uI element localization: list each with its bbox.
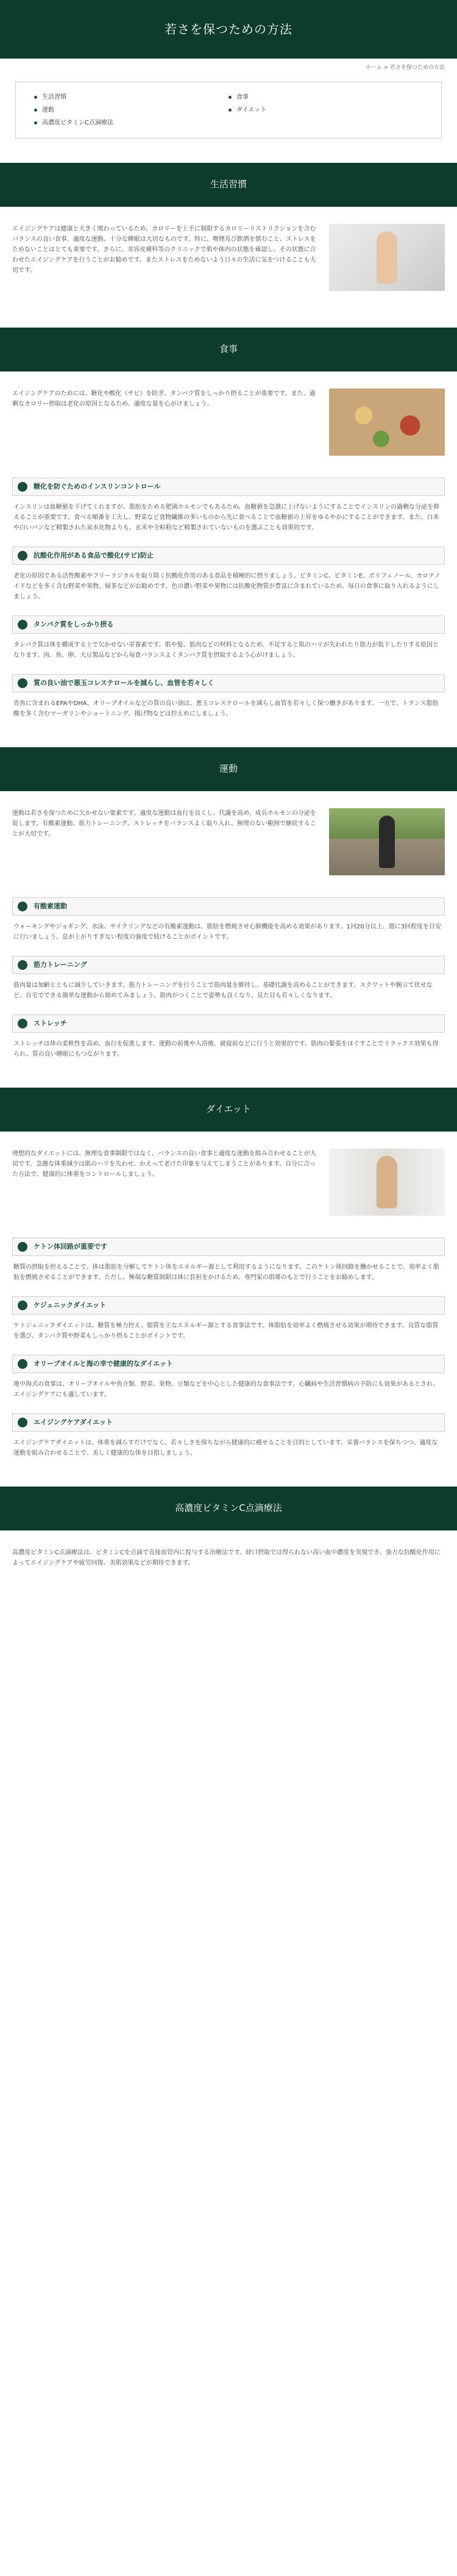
subsection-heading (12, 956, 445, 974)
toc-item-exercise[interactable] (34, 105, 228, 115)
circle-icon (18, 902, 27, 911)
section-intro (0, 371, 457, 468)
subsection-title: ケトン体回路が重要です (34, 1242, 107, 1250)
page-title: 若さを保つための方法 (165, 22, 292, 37)
toc-item-lifestyle[interactable] (34, 92, 228, 102)
subsection-heading (12, 1014, 445, 1033)
circle-icon (18, 960, 27, 970)
table-of-contents (15, 82, 442, 138)
toc-item-label: 生活習慣 (42, 94, 66, 101)
subsection (12, 547, 445, 606)
subsection-title: タンパク質をしっかり摂る (34, 620, 114, 628)
subsection-heading (12, 897, 445, 916)
bullet-icon (34, 96, 37, 99)
bullet-icon (34, 121, 37, 124)
section-intro (0, 791, 457, 888)
subsection-heading (12, 1355, 445, 1373)
subsection (12, 1355, 445, 1404)
food-table-photo (329, 389, 445, 456)
section-intro (0, 207, 457, 303)
circle-icon (18, 678, 27, 688)
breadcrumb (0, 59, 457, 76)
subsection-title: ケジェニックダイエット (34, 1301, 107, 1309)
circle-icon (18, 1418, 27, 1427)
subsection-text: 地中海式の食事は、オリーブオイルや魚介類、野菜、果物、豆類などを中心とした健康的な食事法です。心臓病や生活習慣病の予防にも効果があるとされ、エイジングケアにも適しています。 (13, 1381, 439, 1398)
circle-icon (18, 482, 27, 492)
page-header (0, 0, 457, 59)
subsection-text: 老化の原因である活性酸素やフリーラジカルを取り除く抗酸化作用のある食品を積極的に摂りましょう。ビタミンC、ビタミンE、ポリフェノール、カロテノイドなどを多く含む野菜や果物、緑茶などがお勧めです。色の濃い野菜や果物には抗酸化物質が豊富に含まれているため、毎日の食事に取り入れるようにしましょう。 (13, 573, 441, 600)
circle-icon (18, 1019, 27, 1028)
section-intro-text: 高濃度ビタミンC点滴療法は、ビタミンCを点滴で直接血管内に投与する治療法です。経口摂取では得られない高い血中濃度を実現でき、強力な抗酸化作用によってエイジングケアや疲労回復、美肌効果などが期待できます。 (12, 1549, 441, 1566)
subsection (12, 1238, 445, 1286)
circle-icon (18, 1242, 27, 1252)
bullet-icon (228, 109, 232, 112)
toc-item-food[interactable] (228, 92, 423, 102)
woman-figure (377, 231, 397, 284)
subsection-text: インスリンは血糖値を下げてくれますが、脂肪をためる肥満ホルモンでもあるため、血糖値を急激に上げないようにすることでインスリンの過剰な分泌を抑えることが重要です。食べる順番を工夫し、野菜など食物繊維の多いものから先に食べることで血糖値の上昇をゆるやかにすることができます。また、白米や白いパンなど精製された炭水化物よりも、玄米や全粒粉など精製されていないものを選ぶことも効果的です。 (13, 504, 439, 531)
subsection (12, 1413, 445, 1462)
runner-figure (379, 816, 395, 868)
circle-icon (18, 1359, 27, 1369)
subsection-heading (12, 1413, 445, 1432)
subsection-title: 抗酸化作用がある食品で酸化(サビ)防止 (34, 551, 154, 559)
woman-running-photo (329, 808, 445, 875)
subsection-text: 筋肉量は加齢とともに減少していきます。筋力トレーニングを行うことで筋肉量を維持し、基礎代謝を高めることができます。スクワットや腕立て伏せなど、自宅でできる簡単な運動から始めてみましょう。筋肉がつくことで姿勢も良くなり、見た目も若々しくなります。 (13, 982, 433, 999)
subsection-text: エイジングケアダイエットは、体重を減らすだけでなく、若々しさを保ちながら健康的に痩せることを目的としています。栄養バランスを保ちつつ、適度な運動を組み合わせることで、美しく健康的な体を目指しましょう。 (13, 1440, 438, 1457)
section-intro-text: エイジングケアは健康と大きく関わっているため、カロリーを上手に制限するカロリーリストリクションを含むバランスの良い食事、適度な運動、十分な睡眠は大切なものです。特に、喫煙及び飲酒を慎むこと、ストレスをためないことはとても重要です。さらに、美容皮膚科等のクリニックで肌や体内の状態を確認し、その状態に合わせたエイジングケアを行うことがお勧めです。またストレスをためないよう日々の生活に気をつけることも大切です。 (12, 226, 316, 274)
section-lifestyle (0, 163, 457, 303)
subsection (12, 897, 445, 946)
subsection (12, 674, 445, 723)
toc-item-label: 高濃度ビタミンC点滴療法 (42, 120, 113, 126)
section-intro-text: 理想的なダイエットには、無理な食事制限ではなく、バランスの良い食事と適度な運動を組み合わせることが大切です。急激な体重減少は肌のハリを失わせ、かえって老けた印象を与えてしまうことがあります。自分に合った方法で、健康的に体重をコントロールしましょう。 (12, 1150, 316, 1178)
subsection (12, 615, 445, 664)
subsection-title: 筋力トレーニング (34, 960, 87, 969)
bullet-icon (34, 109, 37, 112)
bullet-icon (228, 96, 232, 99)
toc-item-vitaminc[interactable] (34, 118, 228, 128)
subsection-text: ケトジェニックダイエットは、糖質を極力控え、脂質を主なエネルギー源とする食事法です。体脂肪を効率よく燃焼させる効果が期待できます。良質な脂質を選び、タンパク質や野菜もしっかり摂ることがポイントです。 (13, 1322, 439, 1340)
section-vitaminc (0, 1487, 457, 1580)
subsection-heading (12, 674, 445, 692)
circle-icon (18, 551, 27, 561)
section-banner: 運動 (0, 747, 457, 791)
woman-stretching-photo (329, 224, 445, 291)
toc-item-diet[interactable] (228, 105, 423, 115)
breadcrumb-home[interactable]: ホーム (365, 65, 382, 71)
subsection-title: エイジングケアダイエット (34, 1418, 113, 1426)
section-food (0, 328, 457, 723)
section-exercise (0, 747, 457, 1063)
subsection-text: ウォーキングやジョギング、水泳、サイクリングなどの有酸素運動は、脂肪を燃焼させ心肺機能を高める効果があります。1回20分以上、週に3回程度を目安に行いましょう。息が上がりすぎない程度の強度で続けることがポイントです。 (13, 924, 441, 941)
circle-icon (18, 1301, 27, 1310)
section-intro (0, 1132, 457, 1228)
subsection-title: ストレッチ (34, 1019, 67, 1027)
subsection-heading (12, 1296, 445, 1315)
toc-item-label: ダイエット (236, 107, 267, 113)
section-banner: 生活習慣 (0, 163, 457, 207)
breadcrumb-current: 若さを保つための方法 (389, 65, 445, 71)
subsection-text: 糖質の摂取を控えることで、体は脂肪を分解してケトン体をエネルギー源として利用するようになります。このケトン体回路を働かせることで、効率よく脂肪を燃焼させることができます。ただし、極端な糖質制限は体に負担をかけるため、専門家の指導のもとで行うことをお勧めします。 (13, 1264, 439, 1281)
subsection-text: タンパク質は体を構成する上で欠かせない栄養素です。肌や髪、筋肉などの材料となるため、不足すると肌のハリが失われたり筋力が低下したりする原因となります。肉、魚、卵、大豆製品などから毎食バランスよくタンパク質を摂取するよう心がけましょう。 (13, 642, 439, 659)
circle-icon (18, 620, 27, 630)
subsection-heading (12, 615, 445, 634)
subsection (12, 956, 445, 1005)
subsection-heading (12, 1238, 445, 1256)
breadcrumb-separator: > (381, 65, 390, 71)
subsection-heading (12, 478, 445, 496)
subsection-title: 有酸素運動 (34, 902, 67, 910)
section-banner: ダイエット (0, 1088, 457, 1132)
section-banner: 高濃度ビタミンC点滴療法 (0, 1487, 457, 1530)
subsection-title: オリーブオイルと海の幸で健康的なダイエット (34, 1359, 173, 1368)
body-figure (377, 1156, 397, 1208)
section-intro-text: 運動は若さを保つために欠かせない要素です。適度な運動は血行を良くし、代謝を高め、成長ホルモンの分泌を促します。有酸素運動、筋力トレーニング、ストレッチをバランスよく取り入れ、無理のない範囲で継続することが大切です。 (12, 810, 316, 838)
subsection-text: 青魚に含まれるEPAやDHA、オリーブオイルなどの質の良い油は、悪玉コレステロールを減らし血管を若々しく保つ働きがあります。一方で、トランス脂肪酸を多く含むマーガリンやショートニング、揚げ物などは控えめにしましょう。 (13, 700, 439, 717)
subsection-text: ストレッチは体の柔軟性を高め、血行を促進します。運動の前後や入浴後、就寝前などに行うと効果的です。筋肉の緊張をほぐすことでリラックス効果も得られ、質の良い睡眠にもつながります。 (13, 1041, 439, 1058)
subsection (12, 478, 445, 537)
subsection (12, 1296, 445, 1345)
toc-item-label: 運動 (42, 107, 54, 113)
section-intro-text: エイジングケアのためには、糖化や酸化（サビ）を防ぎ、タンパク質をしっかり摂ることが重要です。また、過剰なカロリー摂取は老化の原因となるため、適度な量を心がけましょう。 (12, 390, 316, 407)
subsection (12, 1014, 445, 1063)
subsection-heading (12, 547, 445, 565)
toc-item-label: 食事 (236, 94, 249, 101)
slim-waist-photo (329, 1149, 445, 1216)
subsection-title: 質の良い油で悪玉コレステロールを減らし、血管を若々しく (34, 678, 214, 687)
section-diet (0, 1088, 457, 1462)
subsection-title: 糖化を防ぐためのインスリンコントロール (34, 482, 161, 490)
section-intro (0, 1530, 457, 1580)
page-bottom-spacer (0, 1580, 457, 1595)
section-banner: 食事 (0, 328, 457, 371)
